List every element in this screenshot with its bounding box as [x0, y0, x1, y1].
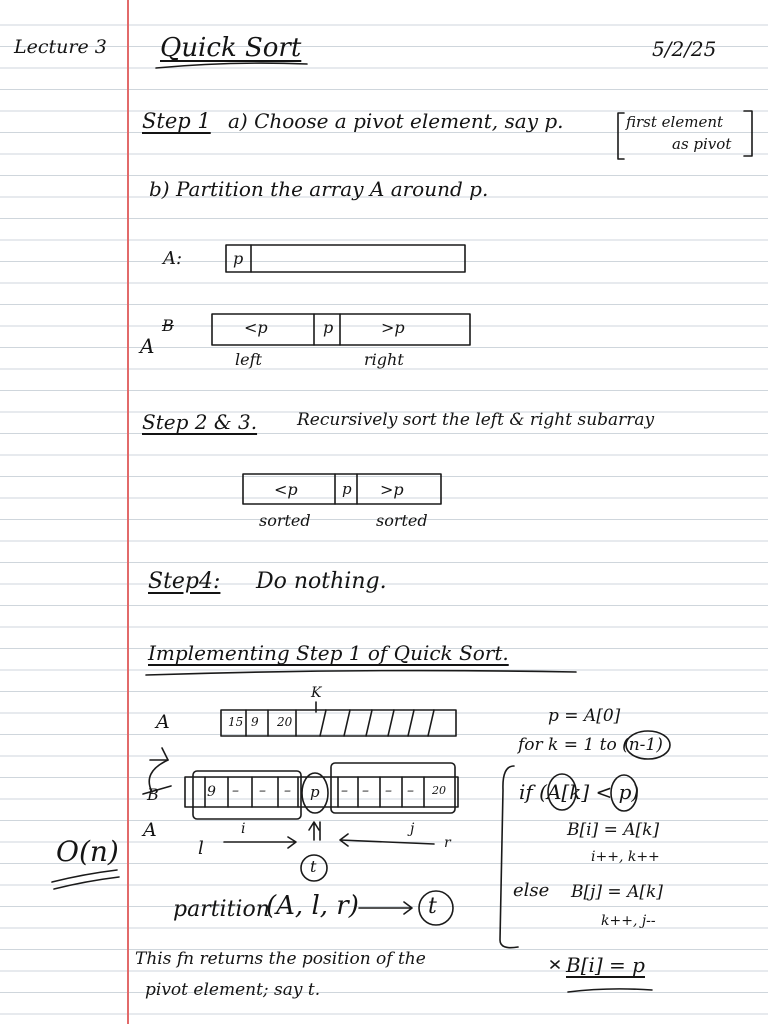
pivot-note-line2: as pivot: [672, 135, 732, 153]
step4-label: Step4:: [148, 569, 221, 594]
b-cell-dash: –: [385, 783, 392, 799]
sorted-array-box: [243, 474, 441, 504]
cell-greater-than-p: >p: [381, 318, 405, 337]
complexity-label: O(n): [56, 835, 119, 868]
sorted-right-caption: sorted: [376, 511, 428, 530]
pseudo-line1: p = A[0]: [548, 706, 621, 726]
t-circle: [301, 855, 327, 881]
b-cell-20: 20: [432, 784, 446, 797]
title-underline: [156, 63, 307, 68]
partition-note-line1: This fn returns the position of the: [135, 949, 426, 969]
lecture-label: Lecture 3: [14, 36, 107, 58]
left-group-box: [193, 771, 301, 819]
b-pivot-cell: p: [310, 783, 320, 801]
star-mark: [551, 961, 559, 968]
sorted-cell-less: <p: [274, 480, 298, 499]
array-b-box: [185, 777, 458, 807]
partition-fn: partition: [173, 897, 270, 922]
b-cell-dash: –: [362, 783, 369, 799]
partition-args: (A, l, r): [266, 891, 359, 921]
sorted-cell-greater: >p: [380, 480, 404, 499]
right-group-box: [331, 763, 455, 813]
copy-arrow-head: [150, 748, 168, 760]
final-underline: [568, 989, 652, 992]
pivot-note-line1: first element: [626, 113, 724, 131]
r-label: r: [444, 835, 451, 851]
partition-arrow: [359, 902, 412, 914]
step1-a-text: a) Choose a pivot element, say p.: [228, 109, 564, 133]
step23-text: Recursively sort the left & right subarray: [297, 410, 655, 430]
a-cell-9: 9: [251, 715, 259, 729]
implementing-underline: [146, 671, 576, 675]
b-cell-9: 9: [207, 784, 216, 800]
step23-label: Step 2 & 3.: [142, 410, 258, 434]
step1-label: Step 1: [142, 109, 211, 133]
partition-note-line2: pivot element; say t.: [145, 980, 321, 1000]
l-label: l: [198, 838, 204, 859]
array-a-label: A:: [163, 248, 183, 269]
page-title: Quick Sort: [160, 33, 302, 63]
pseudo-line2: for k = 1 to (n-1): [518, 735, 663, 755]
t-label: t: [310, 857, 317, 876]
array-a3-box: [221, 710, 456, 736]
pseudo-line8: k++, j--: [601, 913, 656, 929]
i-arrow: [224, 837, 296, 848]
partition-result: t: [428, 894, 437, 919]
sorted-cell-pivot: p: [342, 480, 352, 498]
p-circle: [611, 775, 637, 811]
pseudo-line5: i++, k++: [591, 849, 660, 865]
step4-text: Do nothing.: [256, 569, 387, 594]
pseudo-line4: B[i] = A[k]: [567, 820, 660, 840]
a-cell-20: 20: [277, 715, 293, 729]
implementing-heading: Implementing Step 1 of Quick Sort.: [148, 641, 509, 665]
array-a-label-lower: A: [143, 819, 157, 841]
partition-array-box: [212, 314, 470, 345]
array-b-struck-label: B: [162, 316, 174, 335]
pseudo-brace: [500, 766, 518, 948]
b-cell-dash: –: [407, 783, 414, 799]
cell-less-than-p: <p: [244, 318, 268, 337]
k-label: K: [311, 685, 322, 701]
cell-pivot: p: [323, 318, 334, 337]
array-a-box: [226, 245, 465, 272]
step1-b-text: b) Partition the array A around p.: [149, 177, 489, 201]
array-label-a2: A: [140, 334, 155, 358]
b-struck-label: B: [147, 785, 159, 804]
left-caption: left: [235, 350, 262, 369]
pseudo-line3: if (A[k] < p): [519, 780, 640, 804]
right-caption: right: [364, 350, 404, 369]
pseudo-line9: B[i] = p: [566, 953, 645, 977]
ak-circle: [548, 774, 576, 810]
pseudo-line6: else: [513, 880, 550, 901]
n-minus-1-circle: [626, 731, 670, 759]
pseudo-line7: B[j] = A[k]: [571, 882, 663, 902]
complexity-underline-1: [52, 870, 117, 882]
array-a-label-3: A: [156, 711, 170, 733]
j-label: j: [410, 821, 415, 837]
date: 5/2/25: [652, 37, 717, 61]
b-cell-dash: –: [259, 783, 266, 799]
note-bracket-right: [744, 111, 752, 156]
j-arrow: [340, 834, 434, 846]
partition-result-circle: [419, 891, 453, 925]
array-a-first-cell: p: [233, 249, 244, 268]
b-cell-dash: –: [232, 783, 239, 799]
b-cell-dash: –: [284, 783, 291, 799]
i-label: i: [241, 821, 246, 837]
up-arrow: [309, 822, 319, 840]
b-cell-dash: –: [341, 783, 348, 799]
a-cell-15: 15: [228, 715, 244, 729]
note-bracket-left: [618, 113, 624, 159]
sorted-left-caption: sorted: [259, 511, 311, 530]
